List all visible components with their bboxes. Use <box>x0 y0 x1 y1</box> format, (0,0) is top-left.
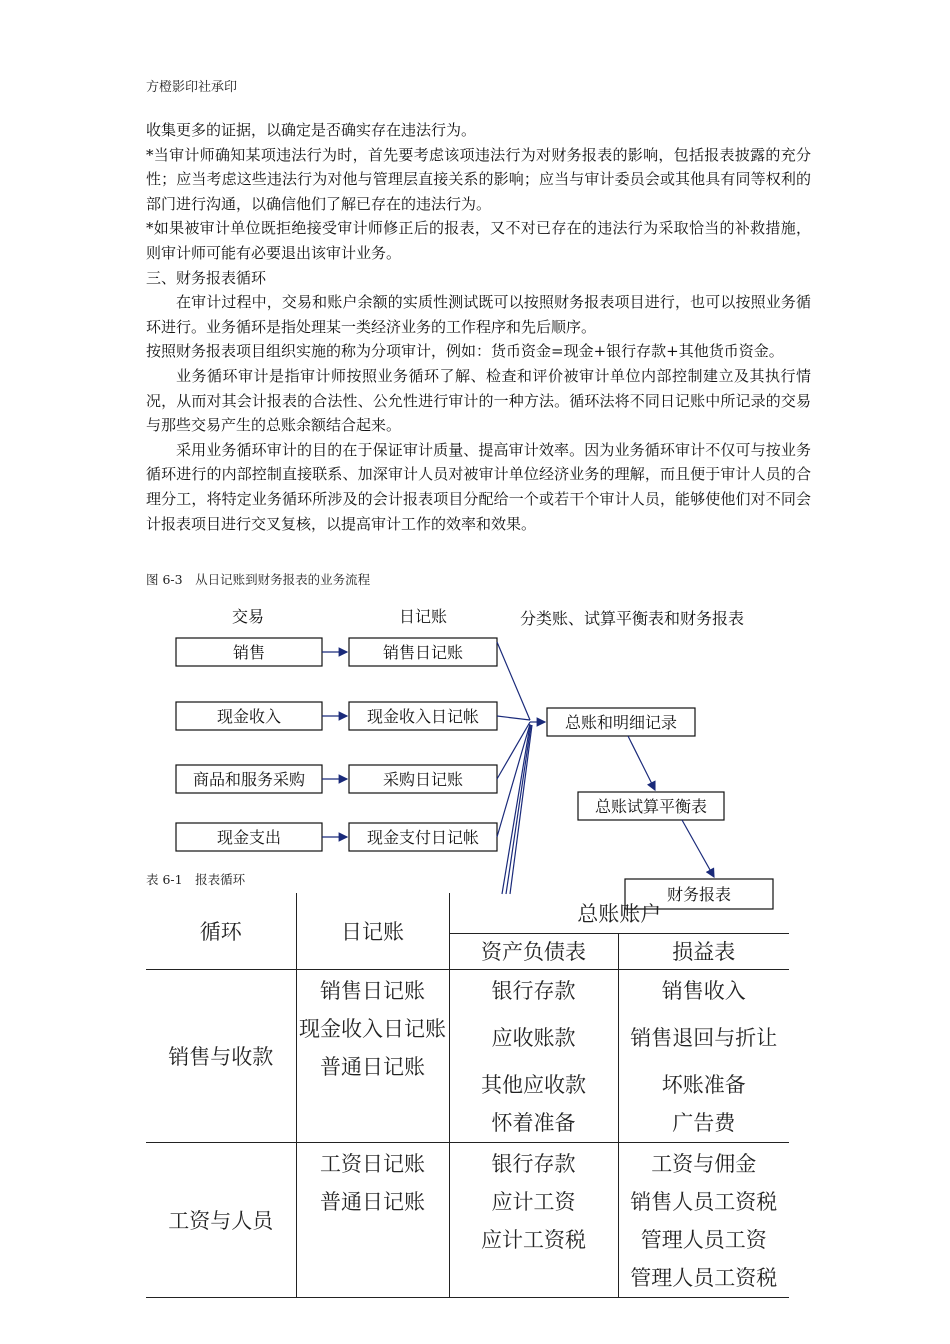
table-row <box>146 969 789 1142</box>
header-journal: 日记账 <box>296 893 449 969</box>
journal-item: 销售日记账 <box>320 978 425 1003</box>
cycle-cell: 工资与人员 <box>146 1142 296 1297</box>
transaction-label: 现金支出 <box>216 828 282 847</box>
income-item: 广告费 <box>672 1110 736 1135</box>
paragraph: *当审计师确知某项违法行为时，首先要考虑该项违法行为对财务报表的影响，包括报表披露的充分性；应当考虑这些违法行为对他与管理层直接关系的影响；应当与审计委员会或其他具有同等权利的部门进行沟通，以确信他们了解已存在的违法行为。 <box>146 145 811 213</box>
col-header-journals: 日记账 <box>398 607 448 626</box>
header-cycle: 循环 <box>146 893 296 969</box>
journal-item: 工资日记账 <box>320 1151 425 1176</box>
income-item: 坏账准备 <box>661 1072 746 1097</box>
income-item: 销售退回与折让 <box>630 1025 778 1050</box>
journal-label: 现金收入日记帐 <box>366 707 480 726</box>
balance-item: 应收账款 <box>491 1025 576 1050</box>
journal-label: 现金支付日记帐 <box>366 828 480 847</box>
statements-label: 财务报表 <box>666 885 732 904</box>
journal-item: 现金收入日记账 <box>299 1016 446 1041</box>
income-item: 销售收入 <box>661 978 746 1003</box>
income-statement-cell <box>618 969 789 1142</box>
income-item: 管理人员工资税 <box>630 1265 778 1290</box>
journal-cell <box>296 1142 449 1297</box>
income-statement-cell <box>618 1142 789 1297</box>
body-text <box>146 118 811 536</box>
figure-caption: 图 6-3 从日记账到财务报表的业务流程 <box>146 572 371 587</box>
col-header-ledger: 分类账、试算平衡表和财务报表 <box>520 609 745 628</box>
journal-item: 普通日记账 <box>320 1054 425 1079</box>
col-header-transactions: 交易 <box>231 607 265 626</box>
table-caption: 表 6-1 报表循环 <box>146 872 246 887</box>
journal-label: 采购日记账 <box>382 770 464 789</box>
transaction-label: 现金收入 <box>216 707 282 726</box>
header-income-statement: 损益表 <box>618 933 789 969</box>
page-header: 方橙影印社承印 <box>146 80 238 95</box>
balance-sheet-cell <box>449 1142 618 1297</box>
journal-label: 销售日记账 <box>382 643 464 662</box>
ledger-label: 总账和明细记录 <box>564 713 678 732</box>
balance-sheet-cell <box>449 969 618 1142</box>
transaction-label: 商品和服务采购 <box>192 770 306 789</box>
journal-item: 普通日记账 <box>320 1189 425 1214</box>
header-balance-sheet: 资产负债表 <box>449 933 618 969</box>
table-row <box>146 1142 789 1297</box>
balance-item: 其他应收款 <box>481 1072 586 1097</box>
cycle-cell: 销售与收款 <box>146 969 296 1142</box>
balance-item: 银行存款 <box>491 1151 576 1176</box>
paragraph: 采用业务循环审计的目的在于保证审计质量、提高审计效率。因为业务循环审计不仅可与按业务循环进行的内部控制直接联系、加深审计人员对被审计单位经济业务的理解，而且便于审计人员的合理分工，将特定业务循环所涉及的会计报表项目分配给一个或若干个审计人员，能够使他们对不同会计报表项目进行交叉复核，以提高审计工作的效率和效果。 <box>146 440 811 533</box>
paragraph: 业务循环审计是指审计师按照业务循环了解、检查和评价被审计单位内部控制建立及其执行情况，从而对其会计报表的合法性、公允性进行审计的一种方法。循环法将不同日记账中所记录的交易与那些交易产生的总账余额结合起来。 <box>146 366 811 435</box>
balance-item: 应计工资税 <box>481 1227 586 1252</box>
flow-diagram <box>150 598 800 904</box>
paragraph: *如果被审计单位既拒绝接受审计师修正后的报表，又不对已存在的违法行为采取恰当的补救措施，则审计师可能有必要退出该审计业务。 <box>146 219 811 262</box>
paragraph: 收集更多的证据，以确定是否确实存在违法行为。 <box>146 121 477 139</box>
trial-balance-label: 总账试算平衡表 <box>594 797 708 816</box>
balance-item: 应计工资 <box>491 1189 576 1214</box>
transaction-label: 销售 <box>232 643 266 662</box>
header-general-ledger: 总账账户 <box>449 893 789 933</box>
income-item: 销售人员工资税 <box>630 1189 778 1214</box>
income-item: 管理人员工资 <box>640 1227 767 1252</box>
balance-item: 怀着准备 <box>491 1110 576 1135</box>
paragraph: 按照财务报表项目组织实施的称为分项审计，例如：货币资金=现金+银行存款+其他货币资金。 <box>146 342 784 361</box>
income-item: 工资与佣金 <box>651 1151 757 1176</box>
report-cycle-table <box>146 893 789 1298</box>
journal-cell <box>296 969 449 1142</box>
paragraph: 在审计过程中，交易和账户余额的实质性测试既可以按照财务报表项目进行，也可以按照业务循环进行。业务循环是指处理某一类经济业务的工作程序和先后顺序。 <box>146 293 811 336</box>
balance-item: 银行存款 <box>491 978 576 1003</box>
section-heading: 三、财务报表循环 <box>146 268 267 287</box>
